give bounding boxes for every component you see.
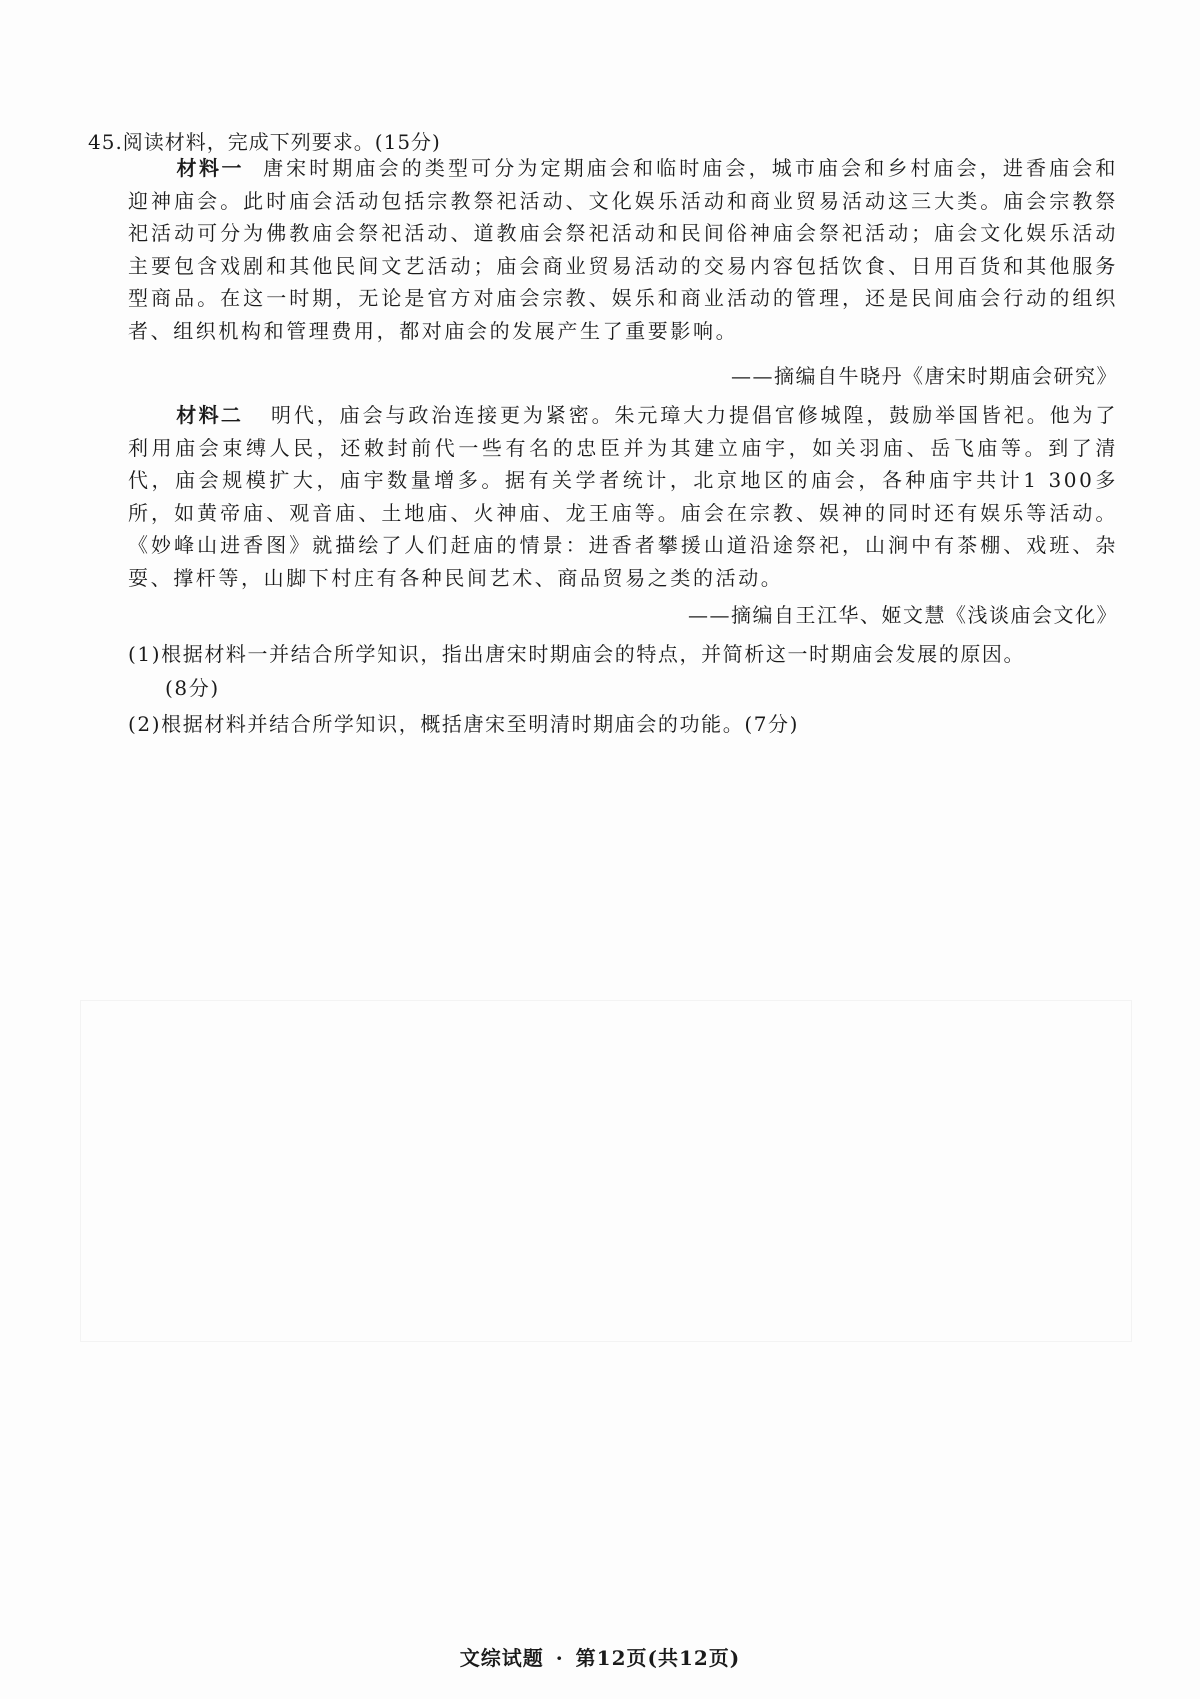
material-2-text: 明代，庙会与政治连接更为紧密。朱元璋大力提倡官修城隍，鼓励举国皆祀。他为了利用庙会束缚人民，还敕封前代一些有名的忠臣并为其建立庙宇，如关羽庙、岳飞庙等。到了清代，庙会规模扩大，庙宇数量增多。据有关学者统计，北京地区的庙会，各种庙宇共计1 300多所，如黄帝庙、观音庙、土地庙、火神庙、龙王庙等。庙会在宗教、娱神的同时还有娱乐等活动。《妙峰山进香图》就描绘了人们赶庙的情景：进香者攀援山道沿途祭祀，山涧中有茶棚、戏班、杂耍、撑杆等，山脚下村庄有各种民间艺术、商品贸易之类的活动。 [128,403,1119,590]
page-footer [0,1642,1200,1671]
requirement-1: (1)根据材料一并结合所学知识，指出唐宋时期庙会的特点，并简析这一时期庙会发展的原因。 [128,642,1026,666]
material-1-paragraph [128,152,1118,347]
requirement-2: (2)根据材料并结合所学知识，概括唐宋至明清时期庙会的功能。(7分) [128,712,800,736]
bleed-through-table-shadow [80,1000,1132,1342]
footer-subject: 文综试题 [459,1646,544,1670]
footer-page-number: 第12页(共12页) [575,1646,741,1670]
material-1-label: 材料一 [176,156,245,180]
material-2-label: 材料二 [176,403,244,427]
material-2-source: ——摘编自王江华、姬文慧《浅谈庙会文化》 [688,603,1118,627]
material-1-source: ——摘编自牛晓丹《唐宋时期庙会研究》 [731,364,1118,388]
material-2-paragraph [128,399,1118,594]
material-1-text: 唐宋时期庙会的类型可分为定期庙会和临时庙会，城市庙会和乡村庙会，进香庙会和迎神庙会。此时庙会活动包括宗教祭祀活动、文化娱乐活动和商业贸易活动这三大类。庙会宗教祭祀活动可分为佛教庙会祭祀活动、道教庙会祭祀活动和民间俗神庙会祭祀活动；庙会文化娱乐活动主要包含戏剧和其他民间文艺活动；庙会商业贸易活动的交易内容包括饮食、日用百货和其他服务型商品。在这一时期，无论是官方对庙会宗教、娱乐和商业活动的管理，还是民间庙会行动的组织者、组织机构和管理费用，都对庙会的发展产生了重要影响。 [128,156,1119,343]
question-title: 45.阅读材料，完成下列要求。(15分) [88,130,441,154]
footer-separator: · [555,1646,564,1670]
requirement-1-points: (8分) [165,676,220,700]
